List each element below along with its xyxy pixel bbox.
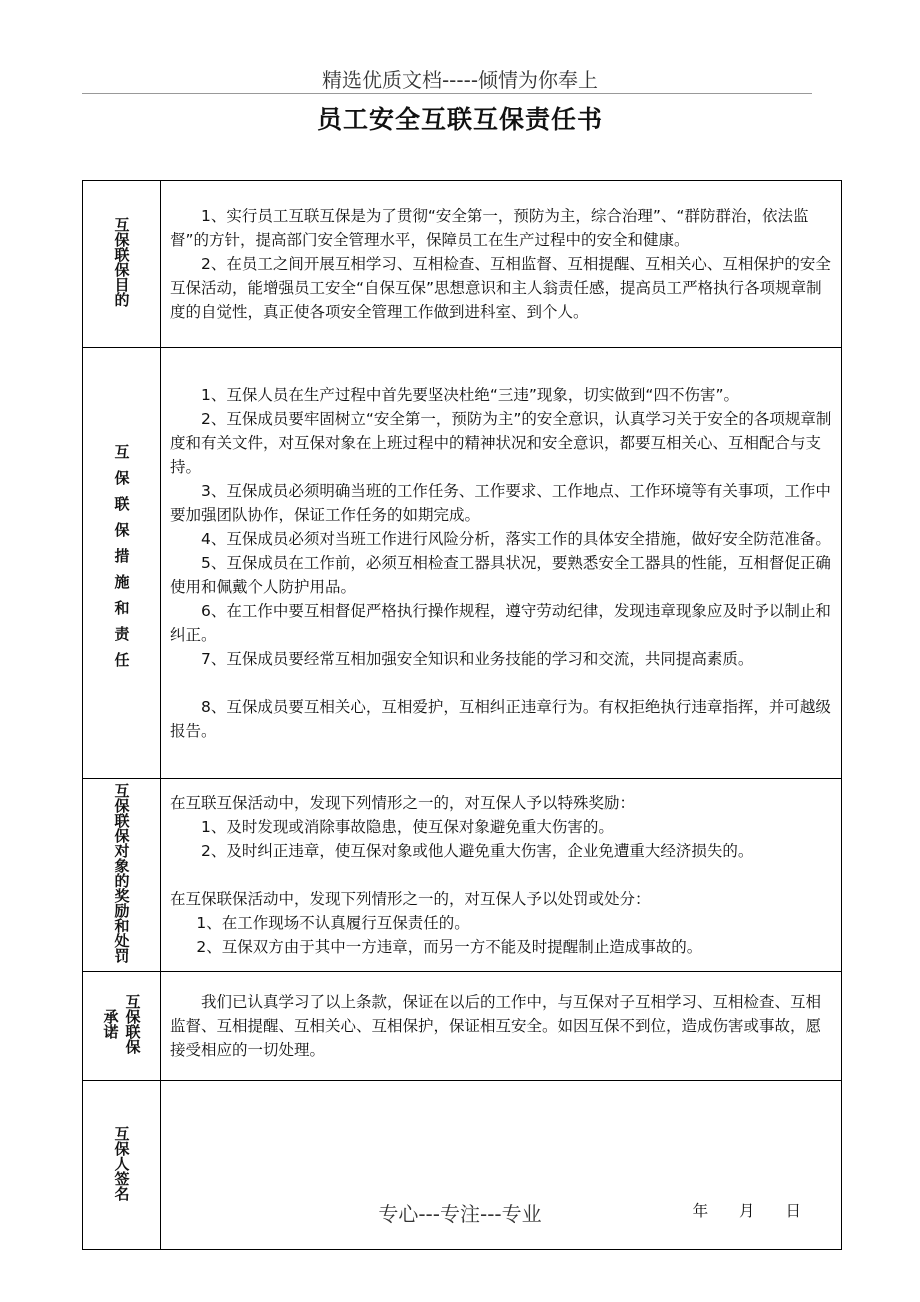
measures-paragraph: 4、互保成员必须对当班工作进行风险分析，落实工作的具体安全措施，做好安全防范准备。: [201, 530, 831, 548]
reward-label-cell: [83, 779, 161, 972]
pledge-content: [161, 972, 842, 1081]
pledge-text: 我们已认真学习了以上条款，保证在以后的工作中，与互保对子互相学习、互相检查、互相监督、互相提醒、互相关心、互相保护，保证相互安全。如因互保不到位，造成伤害或事故，愿接受相应的一切处理。: [170, 993, 822, 1059]
header-divider: [82, 93, 812, 94]
reward-intro: 在互联互保活动中，发现下列情形之一的，对互保人予以特殊奖励：: [170, 794, 636, 812]
measures-row: [83, 348, 842, 779]
purpose-label-cell: [83, 181, 161, 348]
measures-paragraph: 2、互保成员要牢固树立“安全第一，预防为主”的安全意识，认真学习关于安全的各项规章制度和有关文件，对互保对象在上班过程中的精神状况和安全意识，都要互相关心、互相配合与支持。: [170, 410, 832, 476]
pledge-label: 互保联保承诺: [101, 994, 142, 1054]
reward-label: 互保联保对象的奖励和处罚: [112, 783, 131, 963]
measures-paragraph: 1、互保人员在生产过程中首先要坚决杜绝“三违”现象，切实做到“四不伤害”。: [201, 386, 739, 404]
penalty-item: 2、互保双方由于其中一方违章，而另一方不能及时提醒制止造成事故的。: [196, 938, 703, 956]
reward-item: 1、及时发现或消除事故隐患，使互保对象避免重大伤害的。: [201, 818, 614, 836]
purpose-label: 互保联保目的: [112, 217, 131, 307]
page-footer: 专心---专注---专业: [378, 1202, 542, 1226]
reward-content: [161, 779, 842, 972]
measures-label-cell: [83, 348, 161, 779]
purpose-content: [161, 181, 842, 348]
reward-row: [83, 779, 842, 972]
paragraph-gap: [170, 863, 833, 887]
reward-item: 2、及时纠正违章，使互保对象或他人避免重大伤害，企业免遭重大经济损失的。: [201, 842, 754, 860]
purpose-row: [83, 181, 842, 348]
document-title: 员工安全互联互保责任书: [316, 105, 603, 134]
measures-paragraph: 5、互保成员在工作前，必须互相检查工器具状况，要熟悉安全工器具的性能，互相督促正确使用和佩戴个人防护用品。: [170, 554, 831, 596]
measures-label: 互保联保措施和责任: [112, 444, 131, 678]
penalty-intro: 在互保联保活动中，发现下列情形之一的，对互保人予以处罚或处分：: [170, 890, 651, 908]
purpose-paragraph: 2、在员工之间开展互相学习、互相检查、互相监督、互相提醒、互相关心、互相保护的安全互保活动，能增强员工安全“自保互保”思想意识和主人翁责任感，提高员工严格执行各项规章制度的自觉性，真正使各项安全管理工作做到进科室、到个人。: [170, 255, 831, 321]
penalty-item: 1、在工作现场不认真履行互保责任的。: [196, 914, 470, 932]
measures-paragraph: 8、互保成员要互相关心，互相爱护，互相纠正违章行为。有权拒绝执行违章指挥，并可越级报告。: [170, 698, 831, 740]
signature-label: 互保人签名: [112, 1125, 131, 1201]
page-header: 精选优质文档-----倾情为你奉上: [321, 68, 599, 92]
purpose-paragraph: 1、实行员工互联互保是为了贯彻“安全第一，预防为主，综合治理”、“群防群治，依法监督”的方针，提高部门安全管理水平，保障员工在生产过程中的安全和健康。: [170, 207, 809, 249]
paragraph-gap: [170, 671, 833, 695]
responsibility-table: [82, 180, 842, 1250]
measures-content: [161, 348, 842, 779]
pledge-row: [83, 972, 842, 1081]
date-day: 日: [785, 1202, 801, 1220]
date-year: 年: [692, 1202, 709, 1220]
measures-paragraph: 7、互保成员要经常互相加强安全知识和业务技能的学习和交流，共同提高素质。: [201, 650, 754, 668]
measures-paragraph: 3、互保成员必须明确当班的工作任务、工作要求、工作地点、工作环境等有关事项，工作中要加强团队协作，保证工作任务的如期完成。: [170, 482, 831, 524]
pledge-label-cell: [83, 972, 161, 1081]
measures-paragraph: 6、在工作中要互相督促严格执行操作规程，遵守劳动纪律，发现违章现象应及时予以制止和纠正。: [170, 602, 831, 644]
date-month: 月: [739, 1202, 755, 1220]
